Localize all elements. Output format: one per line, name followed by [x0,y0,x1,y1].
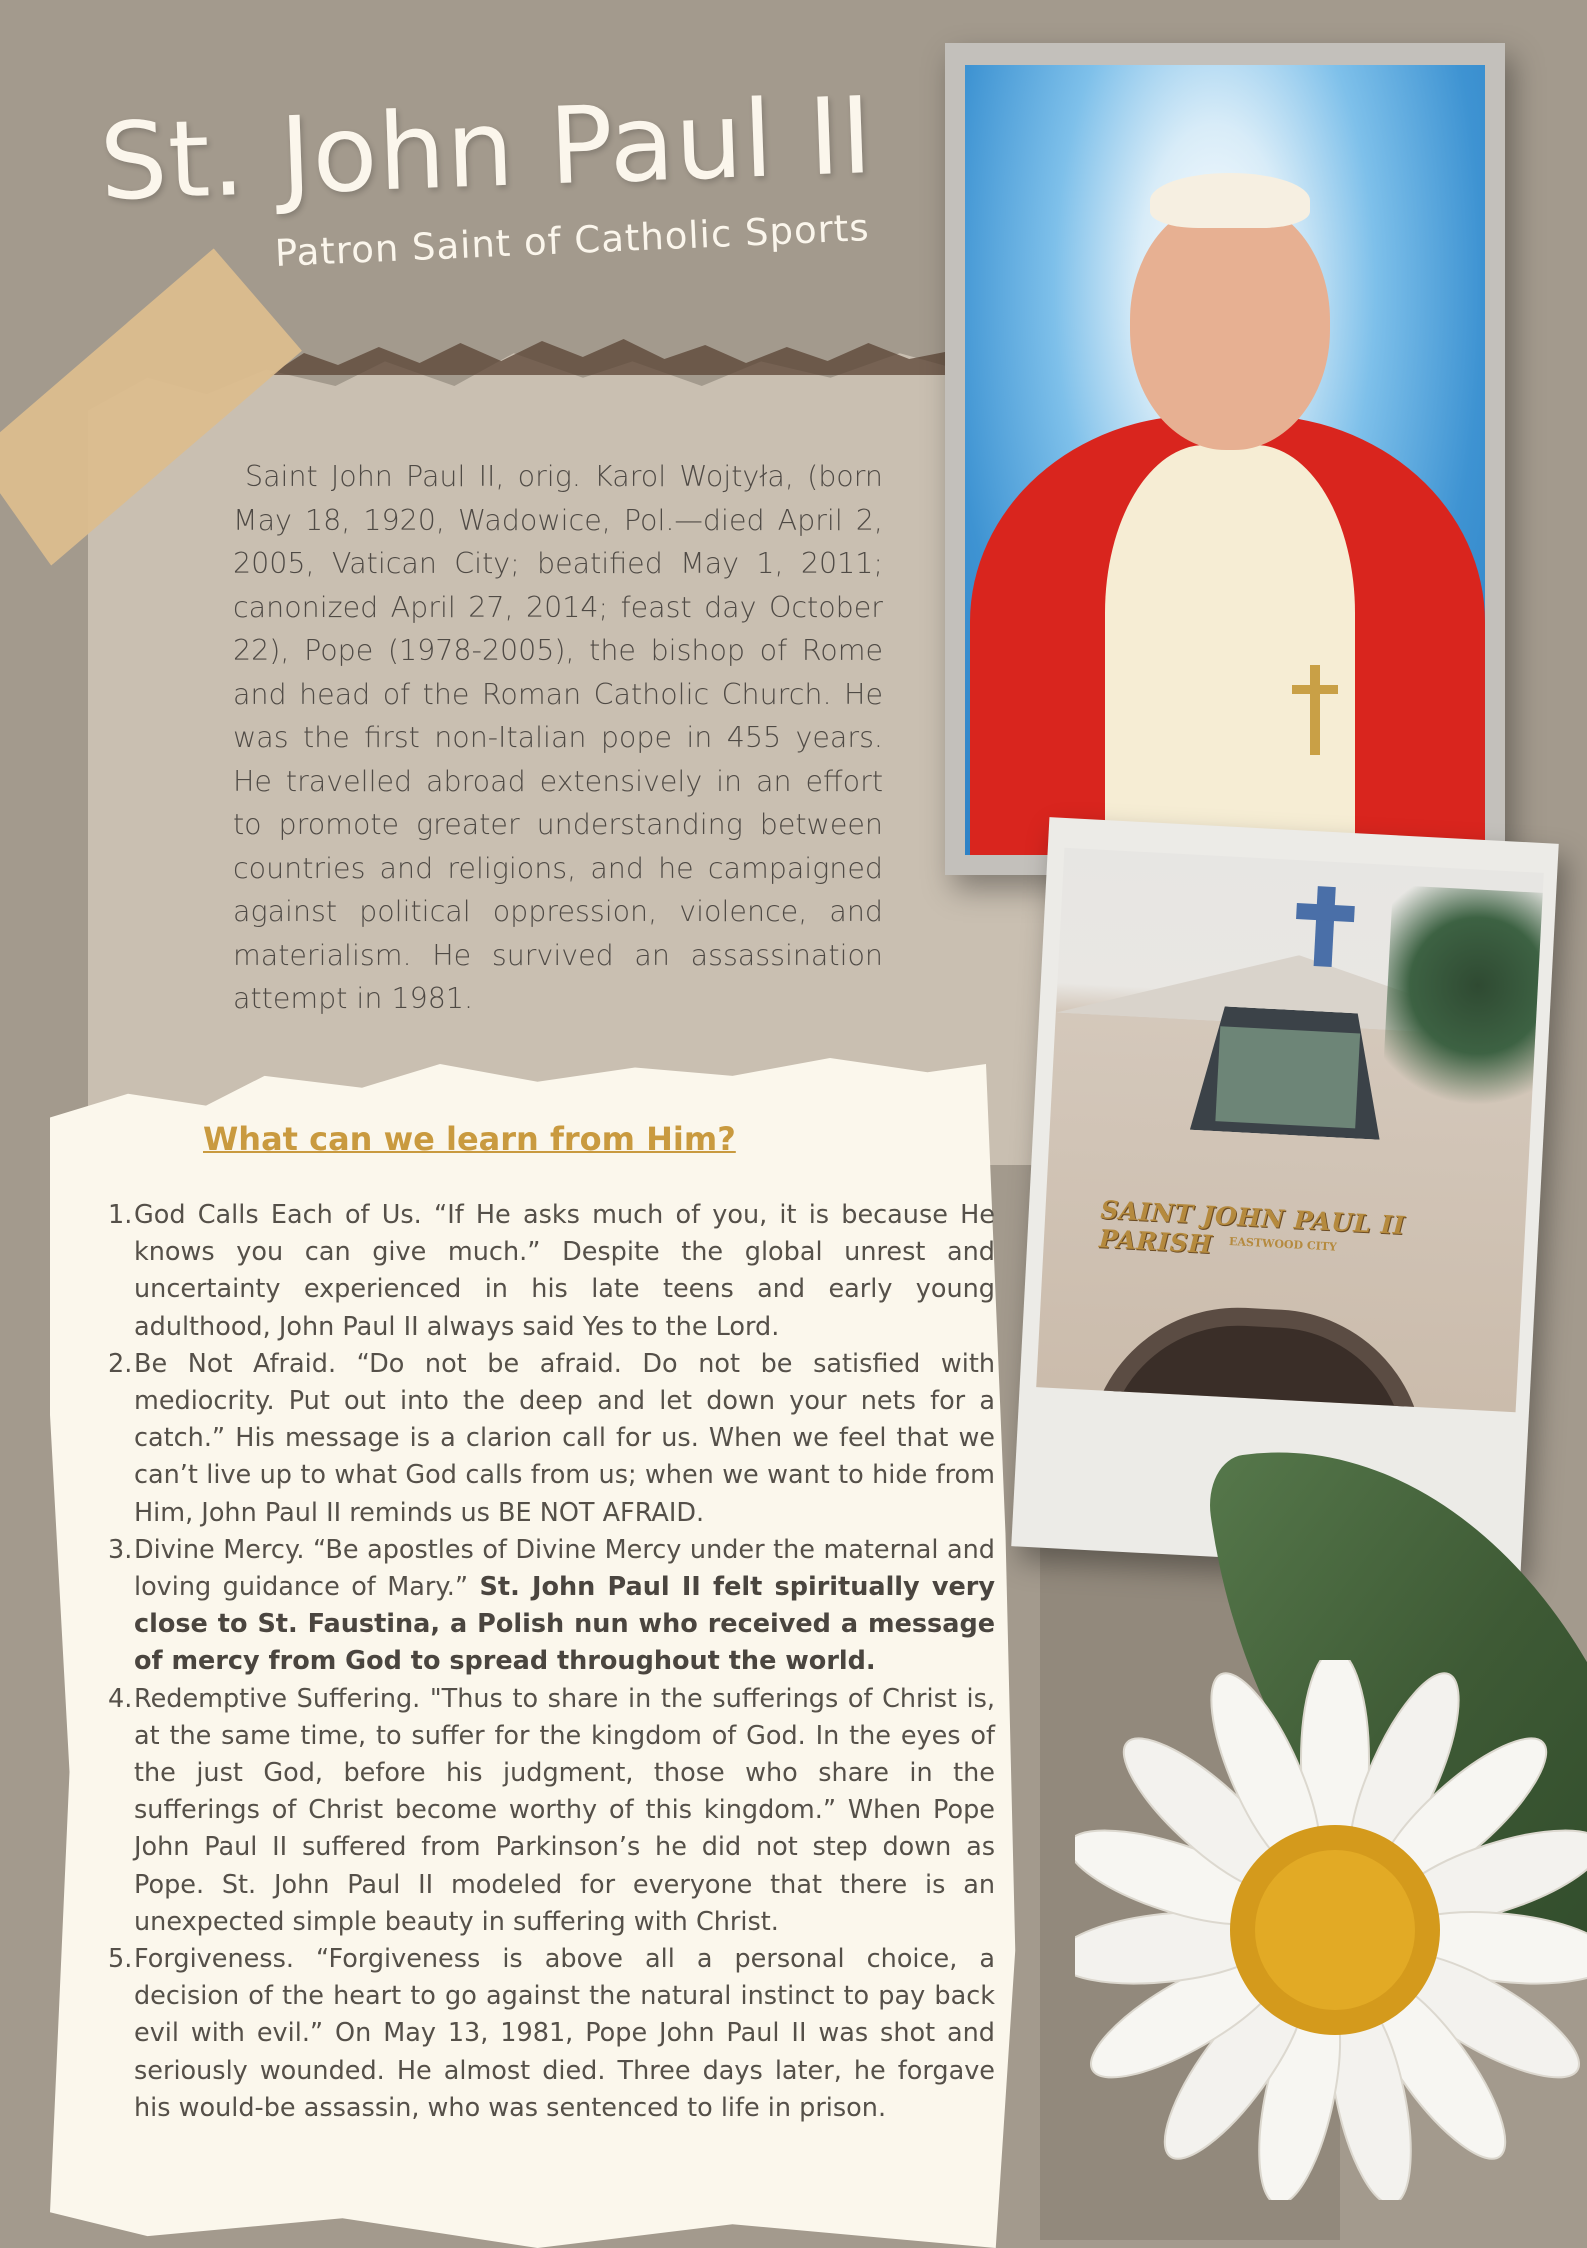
lesson-item [108,1346,995,1532]
lesson-number: 1. [108,1200,133,1230]
lesson-text: Divine Mercy. “Be apostles of Divine Mercy under the maternal and loving guidance of Mary.” [134,1534,995,1603]
lesson-text: God Calls Each of Us. “If He asks much of you, it is because He knows you can give much.” Despite the global unrest and uncertainty experienced in his late teens and early young adulthood, John Paul II always said Yes to the Lord. [134,1200,995,1342]
lesson-number: 3. [108,1534,133,1565]
lesson-number: 2. [108,1348,133,1379]
lesson-item [108,1532,995,1681]
burnt-edge [270,335,950,375]
page-subtitle: Patron Saint of Catholic Sports [274,206,871,275]
biography-paragraph: Saint John Paul II, orig. Karol Wojtyła, (born May 18, 1920, Wadowice, Pol.—died April 2, 2005, Vatican City; beatified May 1, 2011; canonized April 27, 2014; feast day October 22), Pope (1978-2005), the bishop of Rome and head of the Roman Catholic Church. He was the first non-Italian pope in 455 years. He travelled abroad extensively in an effort to promote greater understanding between countries and religions, and he campaigned against political oppression, violence, and materialism. He survived an assassination attempt in 1981. [233,460,883,1015]
church-cross [1314,886,1336,967]
lessons-list [108,1197,995,2127]
lesson-item [108,1197,995,1346]
lesson-item [108,1941,995,2127]
daisy-flower [1075,1660,1587,2200]
page-title: St. John Paul II [97,74,876,224]
pectoral-cross [1310,665,1320,755]
church-sign-sub: EASTWOOD CITY [1228,1234,1338,1254]
lesson-item [108,1681,995,1941]
lesson-text: Be Not Afraid. “Do not be afraid. Do not be satisfied with mediocrity. Put out into the deep and let down your nets for a catch.” His message is a clarion call for us. When we feel that we can’t live up to what God calls from us; when we want to hide from Him, John Paul II reminds us BE NOT AFRAID. [134,1348,995,1528]
pope-face [1130,200,1330,450]
mosaic-window [1215,1026,1360,1128]
palm-tree [1380,885,1543,1134]
church-sign: SAINT JOHN PAUL II PARISH [1098,1195,1406,1260]
lesson-text: Forgiveness. “Forgiveness is above all a personal choice, a decision of the heart to go against the natural instinct to pay back evil with evil.” On May 13, 1981, Pope John Paul II was shot and seriously wounded. He almost died. Three days later, he forgave his would-be assassin, who was sentenced to life in prison. [134,1944,995,2123]
white-robe [1105,445,1355,855]
lesson-number: 4. [108,1683,133,1714]
lessons-heading: What can we learn from Him? [203,1120,736,1158]
lesson-bold-text: St. John Paul II felt spiritually very close to St. Faustina, a Polish nun who received a message of mercy from God to spread throughout the world. [134,1572,995,1677]
lesson-number: 5. [108,1944,133,1975]
pope-portrait-image [965,65,1485,855]
church-facade-image [1036,848,1544,1412]
zucchetto [1150,173,1310,228]
lesson-text: Redemptive Suffering. "Thus to share in the sufferings of Christ is, at the same time, to suffer for the kingdom of God. In the eyes of the just God, before his judgment, those who share in the sufferings of Christ become worthy of this kingdom.” When Pope John Paul II suffered from Parkinson’s he did not step down as Pope. St. John Paul II modeled for everyone that there is an unexpected simple beauty in suffering with Christ. [134,1683,995,1937]
daisy-center-inner [1255,1850,1415,2010]
